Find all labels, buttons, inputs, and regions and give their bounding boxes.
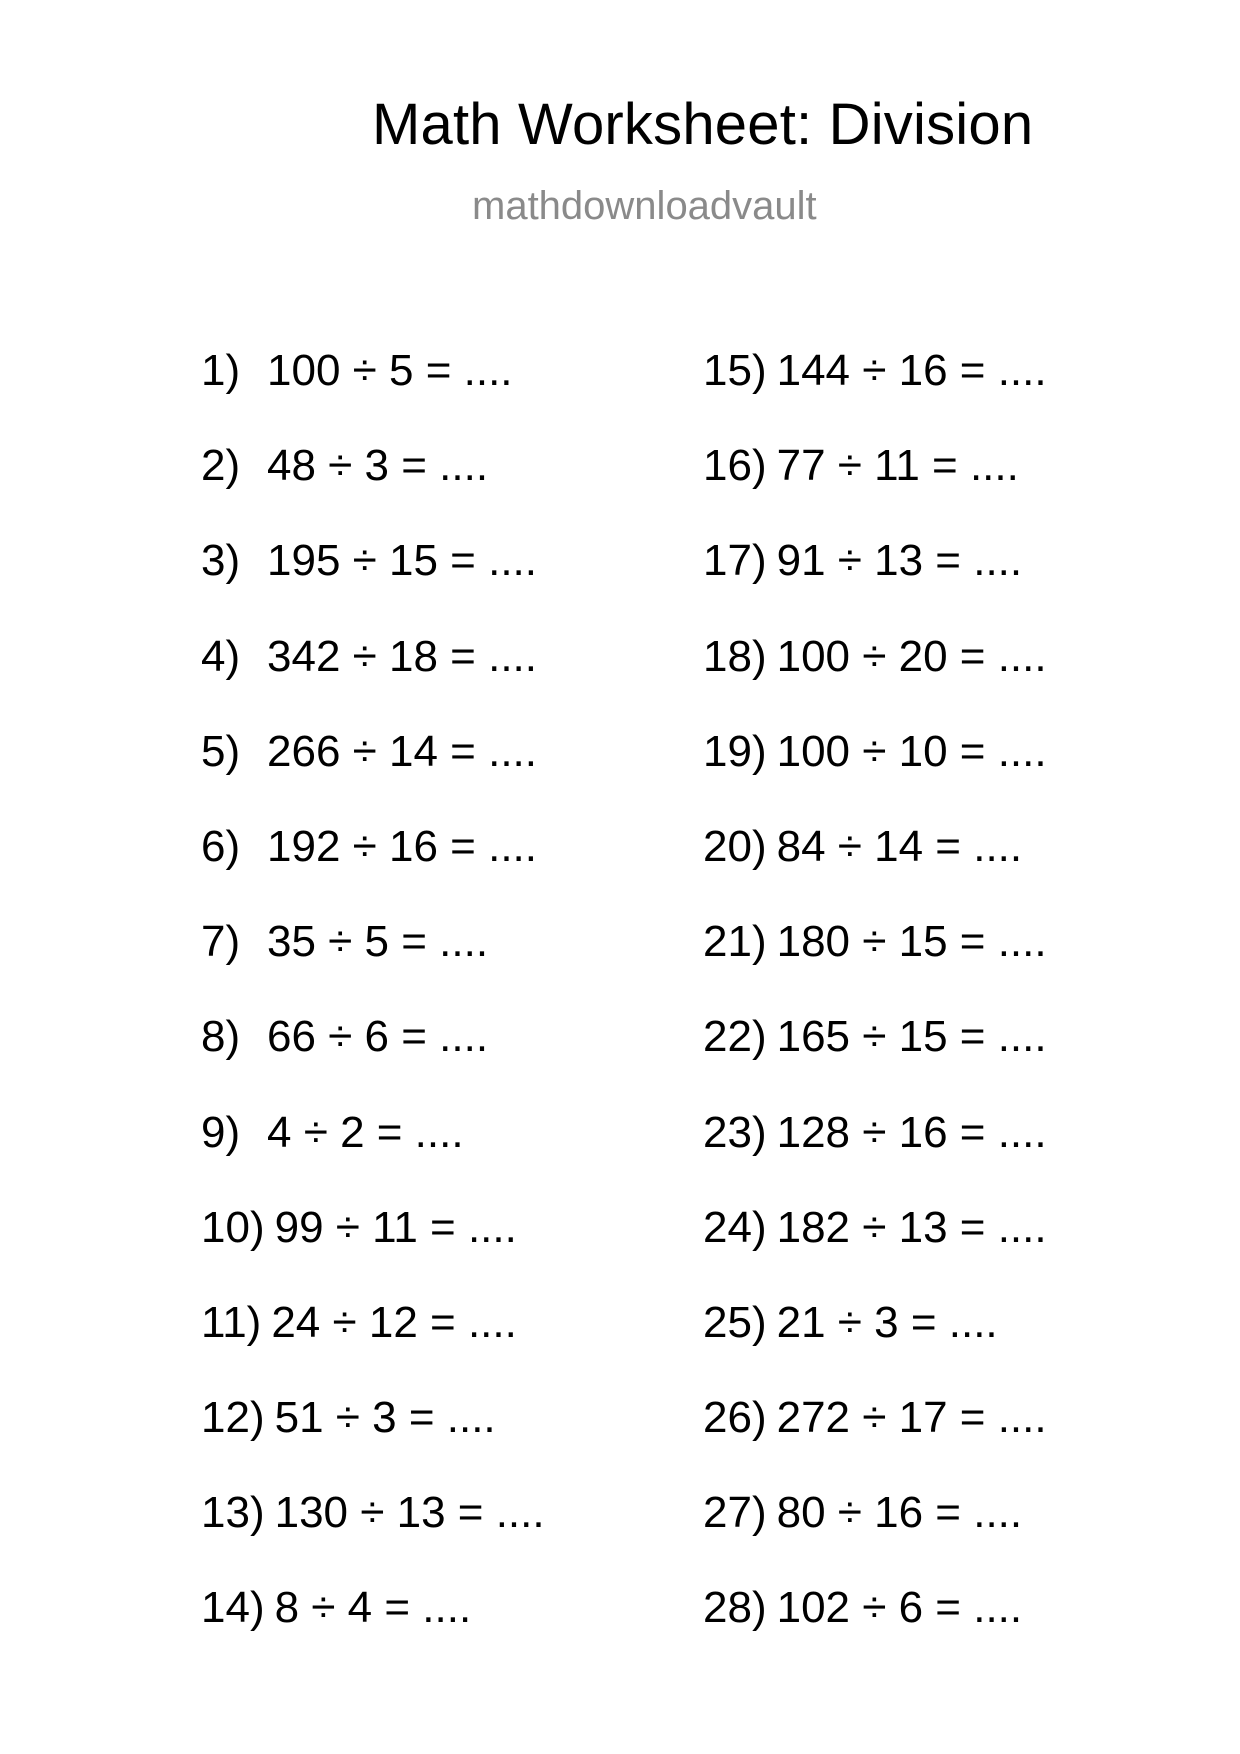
problem-number: 28) — [703, 1583, 767, 1633]
problem-item — [703, 917, 1047, 1015]
problem-item — [703, 1297, 1047, 1396]
problem-number: 24) — [703, 1202, 767, 1252]
problem-expression: 165 ÷ 15 = .... — [776, 1012, 1047, 1062]
problem-number: 17) — [703, 536, 767, 586]
problem-expression: 4 ÷ 2 = .... — [267, 1107, 464, 1157]
problem-expression: 8 ÷ 4 = .... — [274, 1583, 472, 1633]
problem-expression: 100 ÷ 10 = .... — [776, 726, 1047, 776]
problem-expression: 272 ÷ 17 = .... — [776, 1393, 1047, 1443]
problem-expression: 266 ÷ 14 = .... — [267, 726, 537, 776]
problem-number: 26) — [703, 1393, 767, 1443]
problem-item — [201, 1393, 545, 1491]
problem-item — [703, 1012, 1047, 1110]
problem-expression: 342 ÷ 18 = .... — [267, 631, 537, 681]
problem-expression: 35 ÷ 5 = .... — [267, 917, 489, 967]
problem-number: 1) — [201, 346, 241, 395]
problem-expression: 48 ÷ 3 = .... — [267, 441, 489, 491]
problem-expression: 144 ÷ 16 = .... — [776, 346, 1047, 395]
problem-column-left — [201, 346, 545, 1682]
problem-item — [703, 441, 1047, 539]
problem-number: 18) — [703, 631, 767, 681]
problem-number: 9) — [201, 1107, 241, 1157]
problem-number: 6) — [201, 821, 241, 871]
problem-item — [201, 1012, 545, 1110]
problem-number: 3) — [201, 536, 241, 586]
problem-expression: 80 ÷ 16 = .... — [776, 1488, 1023, 1538]
worksheet-title: Math Worksheet: Division — [372, 92, 1034, 157]
problem-number: 23) — [703, 1107, 767, 1157]
problem-number: 10) — [201, 1202, 265, 1252]
problem-expression: 130 ÷ 13 = .... — [274, 1488, 545, 1538]
problem-item — [703, 1107, 1047, 1206]
problem-item — [703, 1393, 1047, 1491]
problem-expression: 195 ÷ 15 = .... — [267, 536, 537, 586]
problem-number: 25) — [703, 1297, 767, 1347]
problem-number: 8) — [201, 1012, 241, 1062]
problem-number: 27) — [703, 1488, 767, 1538]
problem-item — [201, 1488, 545, 1586]
problem-expression: 100 ÷ 5 = .... — [267, 346, 513, 395]
problem-item — [201, 917, 545, 1015]
problem-item — [703, 1583, 1047, 1681]
problem-item — [703, 346, 1047, 444]
problem-number: 13) — [201, 1488, 265, 1538]
problem-expression: 99 ÷ 11 = .... — [274, 1202, 517, 1252]
problem-item — [703, 726, 1047, 825]
problem-item — [201, 821, 545, 920]
problem-expression: 77 ÷ 11 = .... — [776, 441, 1019, 491]
problem-number: 4) — [201, 631, 241, 681]
worksheet-source: mathdownloadvault — [472, 184, 817, 228]
problem-item — [201, 1297, 545, 1396]
problem-item — [201, 346, 545, 444]
problem-item — [201, 1583, 545, 1681]
problem-number: 5) — [201, 726, 241, 776]
problem-expression: 102 ÷ 6 = .... — [776, 1583, 1023, 1633]
problem-number: 7) — [201, 917, 241, 967]
problem-number: 2) — [201, 441, 241, 491]
problem-expression: 192 ÷ 16 = .... — [267, 821, 537, 871]
problem-expression: 128 ÷ 16 = .... — [776, 1107, 1047, 1157]
problem-expression: 100 ÷ 20 = .... — [776, 631, 1047, 681]
problem-item — [703, 1202, 1047, 1301]
problem-number: 14) — [201, 1583, 265, 1633]
problem-number: 21) — [703, 917, 767, 967]
problem-expression: 91 ÷ 13 = .... — [776, 536, 1023, 586]
problem-number: 16) — [703, 441, 767, 491]
problem-number: 19) — [703, 726, 767, 776]
problem-number: 12) — [201, 1393, 265, 1443]
problem-number: 11) — [201, 1297, 262, 1347]
problem-column-right — [703, 346, 1047, 1682]
problem-item — [703, 1488, 1047, 1586]
problem-expression: 66 ÷ 6 = .... — [267, 1012, 489, 1062]
problem-item — [201, 1107, 545, 1206]
problem-item — [703, 821, 1047, 920]
problem-item — [201, 631, 545, 730]
problem-expression: 51 ÷ 3 = .... — [274, 1393, 496, 1443]
problem-item — [201, 536, 545, 634]
problem-expression: 182 ÷ 13 = .... — [776, 1202, 1047, 1252]
problem-number: 20) — [703, 821, 767, 871]
problem-item — [201, 441, 545, 539]
problem-item — [201, 726, 545, 825]
problem-expression: 180 ÷ 15 = .... — [776, 917, 1047, 967]
problem-expression: 84 ÷ 14 = .... — [776, 821, 1023, 871]
problem-item — [703, 631, 1047, 730]
problem-number: 15) — [703, 346, 767, 395]
problem-item — [201, 1202, 545, 1301]
problem-expression: 24 ÷ 12 = .... — [271, 1297, 517, 1347]
problem-expression: 21 ÷ 3 = .... — [776, 1297, 998, 1347]
problem-item — [703, 536, 1047, 634]
problem-number: 22) — [703, 1012, 767, 1062]
